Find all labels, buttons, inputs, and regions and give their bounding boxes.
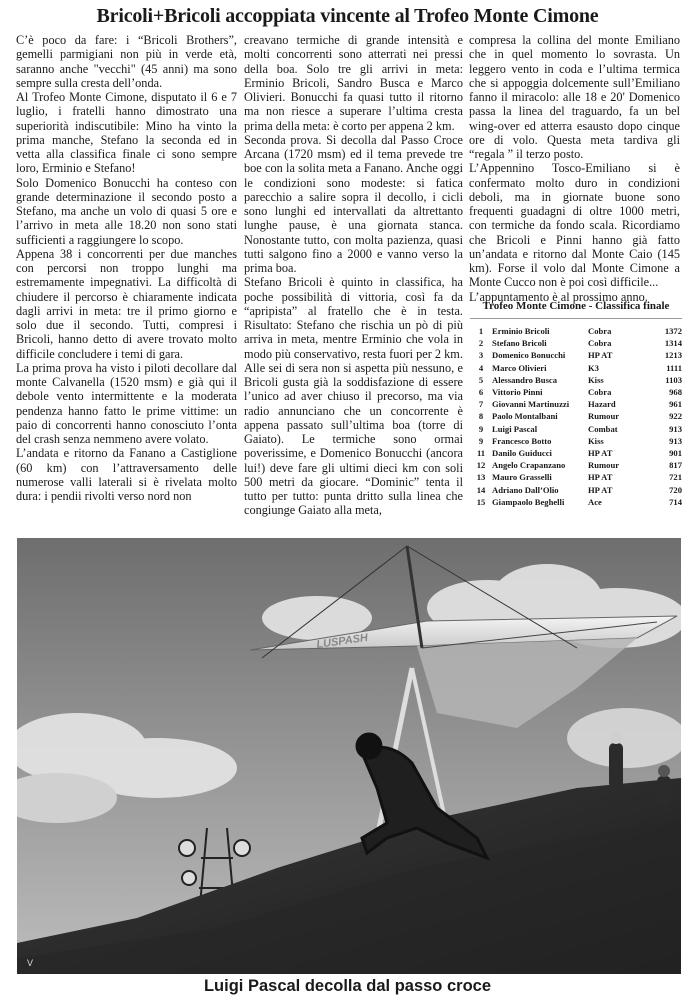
ranking-title: Trofeo Monte Cimone - Classifica finale xyxy=(470,300,682,319)
paragraph: L’andata e ritorno da Fanano a Castiglione (60 km) con l’attraversamento delle numerose valli laterali si è rivelata molto dura: i pendii rivolti verso nord non xyxy=(16,446,237,503)
paragraph: L’appuntamento è al prossimo anno. xyxy=(469,289,648,304)
ranking-position: 8 xyxy=(478,411,484,422)
ranking-row xyxy=(470,386,682,398)
sail-lettering: LUSPASH xyxy=(315,631,369,651)
pilot-name: Paolo Montalbani xyxy=(492,411,558,422)
ranking-position: 3 xyxy=(478,350,484,361)
ranking-row xyxy=(470,410,682,422)
glider-model: K3 xyxy=(588,362,599,373)
ranking-position: 14 xyxy=(476,484,486,495)
pilot-name: Marco Olivieri xyxy=(492,362,547,373)
ranking-points: 913 xyxy=(669,435,682,446)
ranking-points: 714 xyxy=(669,496,682,507)
ranking-position: 11 xyxy=(476,448,486,459)
pilot-name: Francesco Botto xyxy=(492,435,552,446)
ranking-row xyxy=(470,325,682,337)
ranking-points: 968 xyxy=(669,387,682,398)
paragraph: C’è poco da fare: i “Bricoli Brothers”, gemelli parmigiani non più in verde età, saranno anche "vecchi" (45 anni) ma sono sempre sulla cresta dell’onda. xyxy=(16,33,237,90)
glider-model: Hazard xyxy=(588,399,616,410)
pilot-name: Erminio Bricoli xyxy=(492,326,550,336)
hang-glider-photo xyxy=(17,538,681,974)
pilot-name: Luigi Pascal xyxy=(492,423,538,434)
article-column-1 xyxy=(16,33,237,503)
ranking-position: 9 xyxy=(478,423,484,434)
paragraph: Seconda prova. Si decolla dal Passo Croce Arcana (1720 msm) ed il tema prevede tre boe con la solita meta a Fanano. Anche oggi le condizioni sono modeste: si fatica parecchio a salire sopra il decollo, i cicli sono lunghi ed intervallati da altrettanto lunghe pause, è una giornata stanca. Nonostante tutto, con molta pazienza, quasi tutti salgono fino a 2000 e vanno verso la prima boa. xyxy=(244,132,463,275)
paragraph: Appena 38 i concorrenti per due manches con percorsi non troppo lunghi ma estremamente impegnativi. La difficoltà di chiudere il percorso è chiaramente indicata dagli arrivi in meta: tre il primo giorno e solo due il secondo. Tutti, compresi i Bricoli, hanno detto di avere trovato molto difficile concludere i temi di gara. xyxy=(16,246,237,361)
photo-mark: V xyxy=(27,958,34,968)
ranking-row xyxy=(470,349,682,361)
pilot-name: Giovanni Martinuzzi xyxy=(492,399,570,410)
ranking-position: 13 xyxy=(476,472,486,483)
glider-model: HP AT xyxy=(588,350,613,361)
ranking-points: 1213 xyxy=(664,350,682,361)
ranking-position: 7 xyxy=(478,399,484,410)
glider-model: Rumour xyxy=(588,411,620,422)
ranking-row xyxy=(470,337,682,349)
ranking-points: 922 xyxy=(669,411,682,422)
ranking-position: 4 xyxy=(478,362,484,373)
paragraph: Solo Domenico Bonucchi ha conteso con grande determinazione il secondo posto a Stefano, ma anche un volo di quasi 5 ore e l’arrivo in meta alle 18.20 non sono stati sufficienti a raggiungere lo scopo. xyxy=(16,175,237,247)
ranking-row xyxy=(470,374,682,386)
glider-model: HP AT xyxy=(588,484,613,495)
glider-model: Rumour xyxy=(588,460,620,471)
ranking-points: 1103 xyxy=(665,374,682,385)
ranking-row xyxy=(470,459,682,471)
ranking-box xyxy=(470,300,682,508)
paragraph: Stefano Bricoli è quinto in classifica, ha poche possibilità di vittoria, così fa da “apripista” al fratello che è in testa. Risultato: Stefano che rischia un pò di più arriva in meta, mentre Erminio che vola in modo più conservativo, resta fuori per 2 km. xyxy=(244,275,463,361)
ranking-points: 817 xyxy=(669,460,682,471)
glider-model: Cobra xyxy=(588,387,612,398)
paragraph: compresa la collina del monte Emiliano che in quel momento lo sovrasta. Un leggero vento in coda e l’ultima termica che si appoggia dolcemente sull’Emiliano fanno il miracolo: alle 18 e 20' Domenico passa la linea del traguardo, fa un bel wing-over ed atterra esausto dopo cinque ore di volo. Questa meta tardiva gli “regala ” il terzo posto. xyxy=(469,33,680,161)
ranking-position: 5 xyxy=(478,374,484,385)
ranking-position: 9 xyxy=(478,435,484,446)
glider-model: Cobra xyxy=(588,326,612,336)
pilot-name: Adriano Dall’Olio xyxy=(492,484,559,495)
glider-model: Ace xyxy=(588,496,602,507)
pilot-name: Alessandro Busca xyxy=(492,374,558,385)
photo-caption: Luigi Pascal decolla dal passo croce xyxy=(203,977,492,995)
paragraph: Al Trofeo Monte Cimone, disputato il 6 e 7 luglio, i fratelli hanno dimostrato una superiorità indiscutibile: Mino ha vinto la prima manche, Stefano la seconda ed in vetta alla classifica finale ci sono sempre loro, Erminio e Stefano! xyxy=(16,90,237,176)
pilot-name: Stefano Bricoli xyxy=(492,338,547,349)
glider-model: Combat xyxy=(588,423,618,434)
paragraph: L’Appennino Tosco-Emiliano si è confermato molto duro in condizioni deboli, ma in giornate buone sono frequenti guadagni di oltre 1000 metri, con termiche da fondo scala. Ricordiamo che Bricoli e Pinni hanno già fatto un’andata e ritorno dal Monte Caio (145 km). Forse il volo dal Monte Cimone a Monte Cucco non è poi così difficile... xyxy=(469,161,680,290)
ranking-points: 901 xyxy=(669,448,682,459)
ranking-position: 15 xyxy=(476,496,486,507)
glider-model: Kiss xyxy=(588,374,604,385)
ranking-points: 1314 xyxy=(664,338,682,349)
ranking-row xyxy=(470,435,682,447)
ranking-row xyxy=(470,447,682,459)
pilot-name: Giampaolo Beghelli xyxy=(492,496,565,507)
article-title: Bricoli+Bricoli accoppiata vincente al Trofeo Monte Cimone xyxy=(96,5,599,27)
paragraph: La prima prova ha visto i piloti decollare dal monte Calvanella (1520 msm) e già qui il debole vento intermittente e la moderata pendenza hanno fatto le prime vittime: un paio di concorrenti hanno conosciuto l’onta del crash senza nemmeno avere volato. xyxy=(16,360,237,446)
glider-model: HP AT xyxy=(588,448,613,459)
ranking-position: 1 xyxy=(478,326,484,336)
paragraph: Alle sei di sera non si aspetta più nessuno, e Bricoli gusta già la soddisfazione di essere l’unico ad aver chiuso il precorso, ma via radio annunciano che un concorrente è appena passato sull’ultima boa (torre di Gaiato). Le termiche sono ormai poverissime, e Domenico Bonucchi (ancora lui!) deve fare gli ultimi dieci km con soli 500 metri da giocare. “Dominic” tenta il tutto per tutto: punta dritto sulla linea che congiunge Gaiato alla meta, xyxy=(244,360,463,518)
ranking-table xyxy=(470,325,682,508)
ranking-points: 720 xyxy=(669,484,682,495)
ranking-row xyxy=(470,484,682,496)
glider-model: Kiss xyxy=(588,435,604,446)
ranking-points: 1111 xyxy=(666,362,682,373)
ranking-points: 961 xyxy=(669,399,682,410)
pilot-name: Domenico Bonucchi xyxy=(492,350,566,361)
ranking-row xyxy=(470,471,682,483)
ranking-points: 721 xyxy=(669,472,682,483)
article-column-2 xyxy=(244,33,463,518)
ranking-points: 913 xyxy=(669,423,682,434)
pilot-name: Danilo Guiducci xyxy=(492,448,552,459)
pilot-name: Mauro Grasselli xyxy=(492,472,552,483)
pilot-name: Vittorio Pinni xyxy=(492,387,543,398)
ranking-row xyxy=(470,362,682,374)
ranking-position: 12 xyxy=(476,460,486,471)
ranking-row xyxy=(470,398,682,410)
glider-model: Cobra xyxy=(588,338,612,349)
ranking-row xyxy=(470,496,682,508)
article-column-3 xyxy=(469,33,680,304)
ranking-position: 6 xyxy=(478,387,484,398)
ranking-position: 2 xyxy=(478,338,484,349)
pilot-name: Angelo Crapanzano xyxy=(492,460,566,471)
ranking-row xyxy=(470,423,682,435)
ranking-points: 1372 xyxy=(664,326,682,336)
paragraph: creavano termiche di grande intensità e molti concorrenti sono atterrati nei pressi della boa. Solo tre gli arrivi in meta: Erminio Bricoli, Sandro Busca e Marco Olivieri. Bonucchi fa quasi tutto il ritorno ma non riesce a superare l’ultima cresta prima della meta: è corto per appena 2 km. xyxy=(244,33,463,133)
glider-model: HP AT xyxy=(588,472,613,483)
